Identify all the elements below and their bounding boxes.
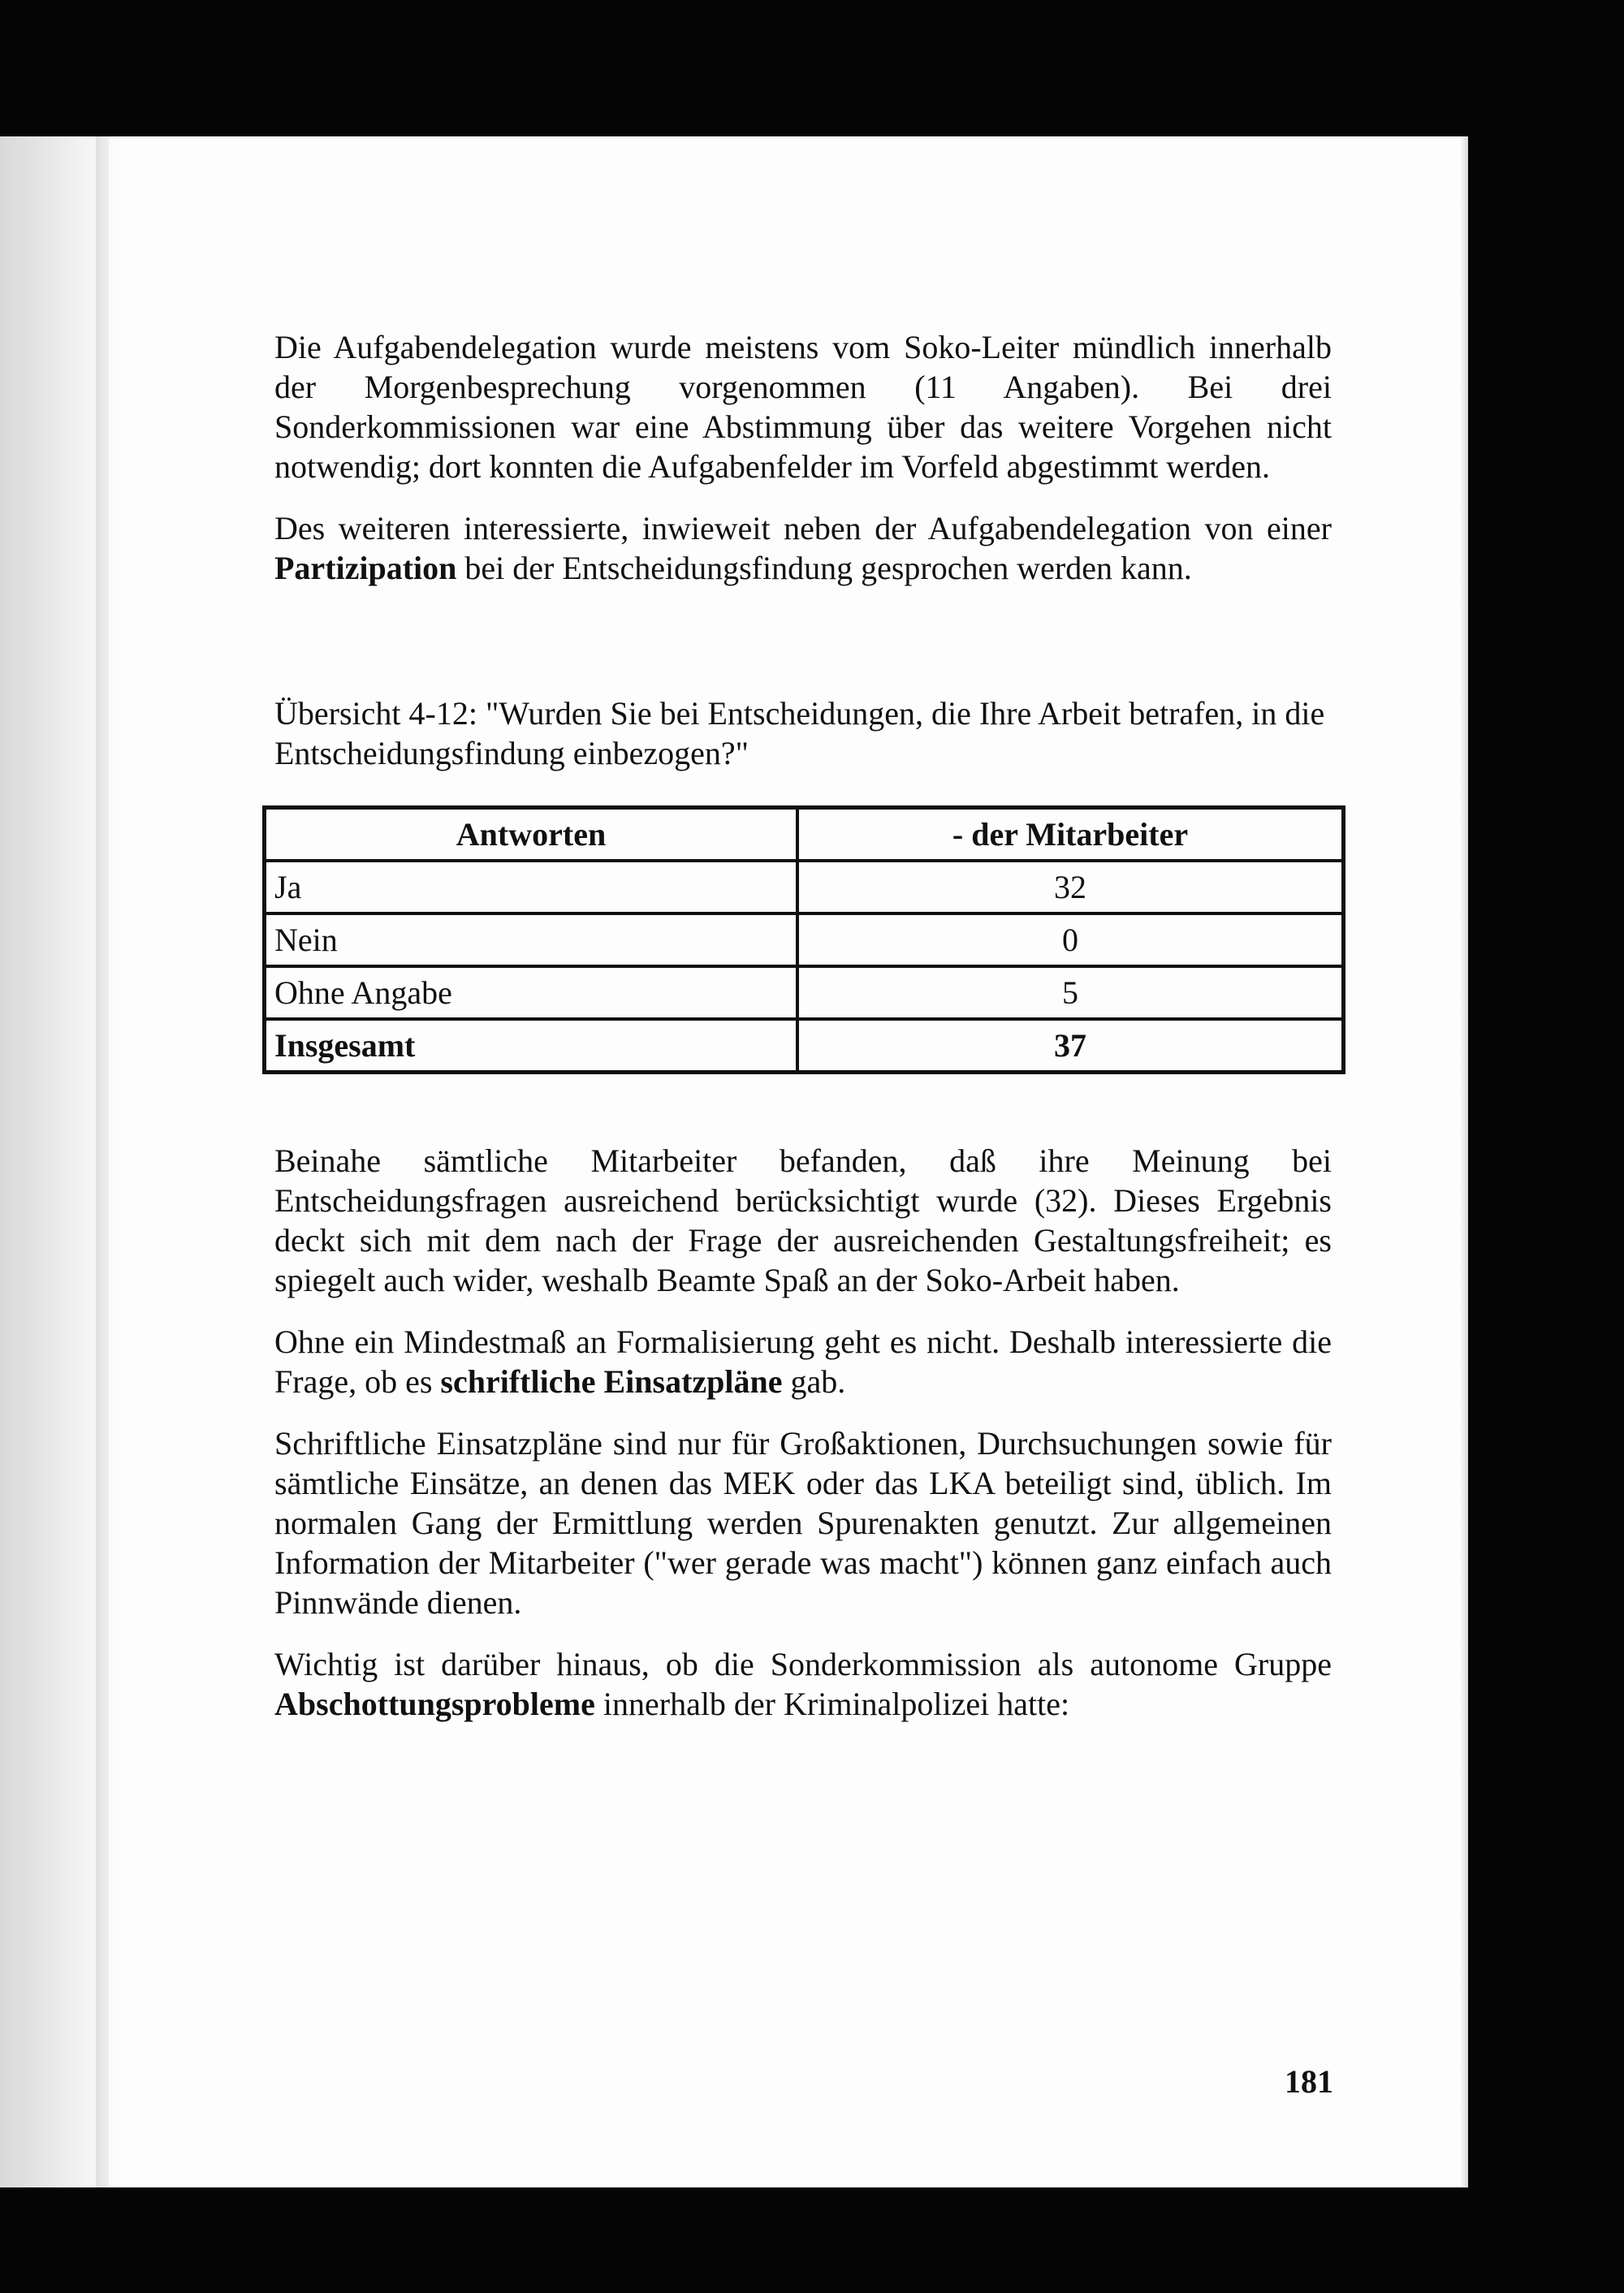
column-header-mitarbeiter: - der Mitarbeiter bbox=[797, 808, 1344, 861]
paragraph-einsatzplaene: Schriftliche Einsatzpläne sind nur für Großaktionen, Durchsuchungen sowie für sämtliche Einsätze, an denen das MEK oder das LKA beteiligt sind, üblich. Im normalen Gang der Ermittlung werden Spurenakten genutzt. Zur allgemeinen Information der Mitarbeiter ("wer gerade was macht") können ganz einfach auch Pinnwände dienen. bbox=[274, 1425, 1332, 1621]
page-number: 181 bbox=[1285, 2063, 1333, 2100]
page-edge bbox=[1460, 136, 1468, 2187]
term-abschottungsprobleme: Abschottungsprobleme bbox=[274, 1686, 595, 1722]
row-value: 32 bbox=[797, 861, 1344, 913]
survey-table bbox=[262, 805, 1345, 1074]
book-page bbox=[0, 136, 1468, 2187]
term-partizipation: Partizipation bbox=[274, 550, 457, 586]
row-label: Ohne Angabe bbox=[265, 966, 798, 1019]
term-einsatzplaene: schriftliche Einsatzpläne bbox=[440, 1363, 783, 1400]
row-value: 0 bbox=[797, 913, 1344, 966]
column-header-antworten: Antworten bbox=[265, 808, 798, 861]
paragraph-delegation: Die Aufgabendelegation wurde meistens vom Soko-Leiter mündlich innerhalb der Morgenbesprechung vorgenommen (11 Angaben). Bei drei Sonderkommissionen war eine Abstimmung über das weitere Vorgehen nicht notwendig; dort konnten die Aufgabenfelder im Vorfeld abgestimmt werden. bbox=[274, 329, 1332, 485]
row-label: Ja bbox=[265, 861, 798, 913]
paragraph-formalisierung: Ohne ein Mindestmaß an Formalisierung geht es nicht. Deshalb interessierte die Frage, ob es schriftliche Einsatzpläne gab. bbox=[274, 1324, 1332, 1400]
page-gutter bbox=[96, 136, 109, 2187]
paragraph-meinung: Beinahe sämtliche Mitarbeiter befanden, daß ihre Meinung bei Entscheidungsfragen ausreichend berücksichtigt wurde (32). Dieses Ergebnis deckt sich mit dem nach der Frage der ausreichenden Gestaltungsfreiheit; es spiegelt auch wider, weshalb Beamte Spaß an der Soko-Arbeit haben. bbox=[274, 1142, 1332, 1298]
table-header-row bbox=[265, 808, 1344, 861]
row-value: 5 bbox=[797, 966, 1344, 1019]
table-caption: Übersicht 4-12: "Wurden Sie bei Entscheidungen, die Ihre Arbeit betrafen, in die Entscheidungsfindung einbezogen?" bbox=[274, 695, 1325, 771]
paragraph-abschottung: Wichtig ist darüber hinaus, ob die Sonderkommission als autonome Gruppe Abschottungsprobleme innerhalb der Kriminalpolizei hatte: bbox=[274, 1646, 1332, 1722]
table-total-row bbox=[265, 1019, 1344, 1073]
row-label: Nein bbox=[265, 913, 798, 966]
total-label: Insgesamt bbox=[265, 1019, 798, 1073]
table-row bbox=[265, 913, 1344, 966]
page-content bbox=[274, 327, 1332, 1746]
total-value: 37 bbox=[797, 1019, 1344, 1073]
table-row bbox=[265, 861, 1344, 913]
table-row bbox=[265, 966, 1344, 1019]
paragraph-partizipation: Des weiteren interessierte, inwieweit neben der Aufgabendelegation von einer Partizipation bei der Entscheidungsfindung gesprochen werden kann. bbox=[274, 510, 1332, 586]
